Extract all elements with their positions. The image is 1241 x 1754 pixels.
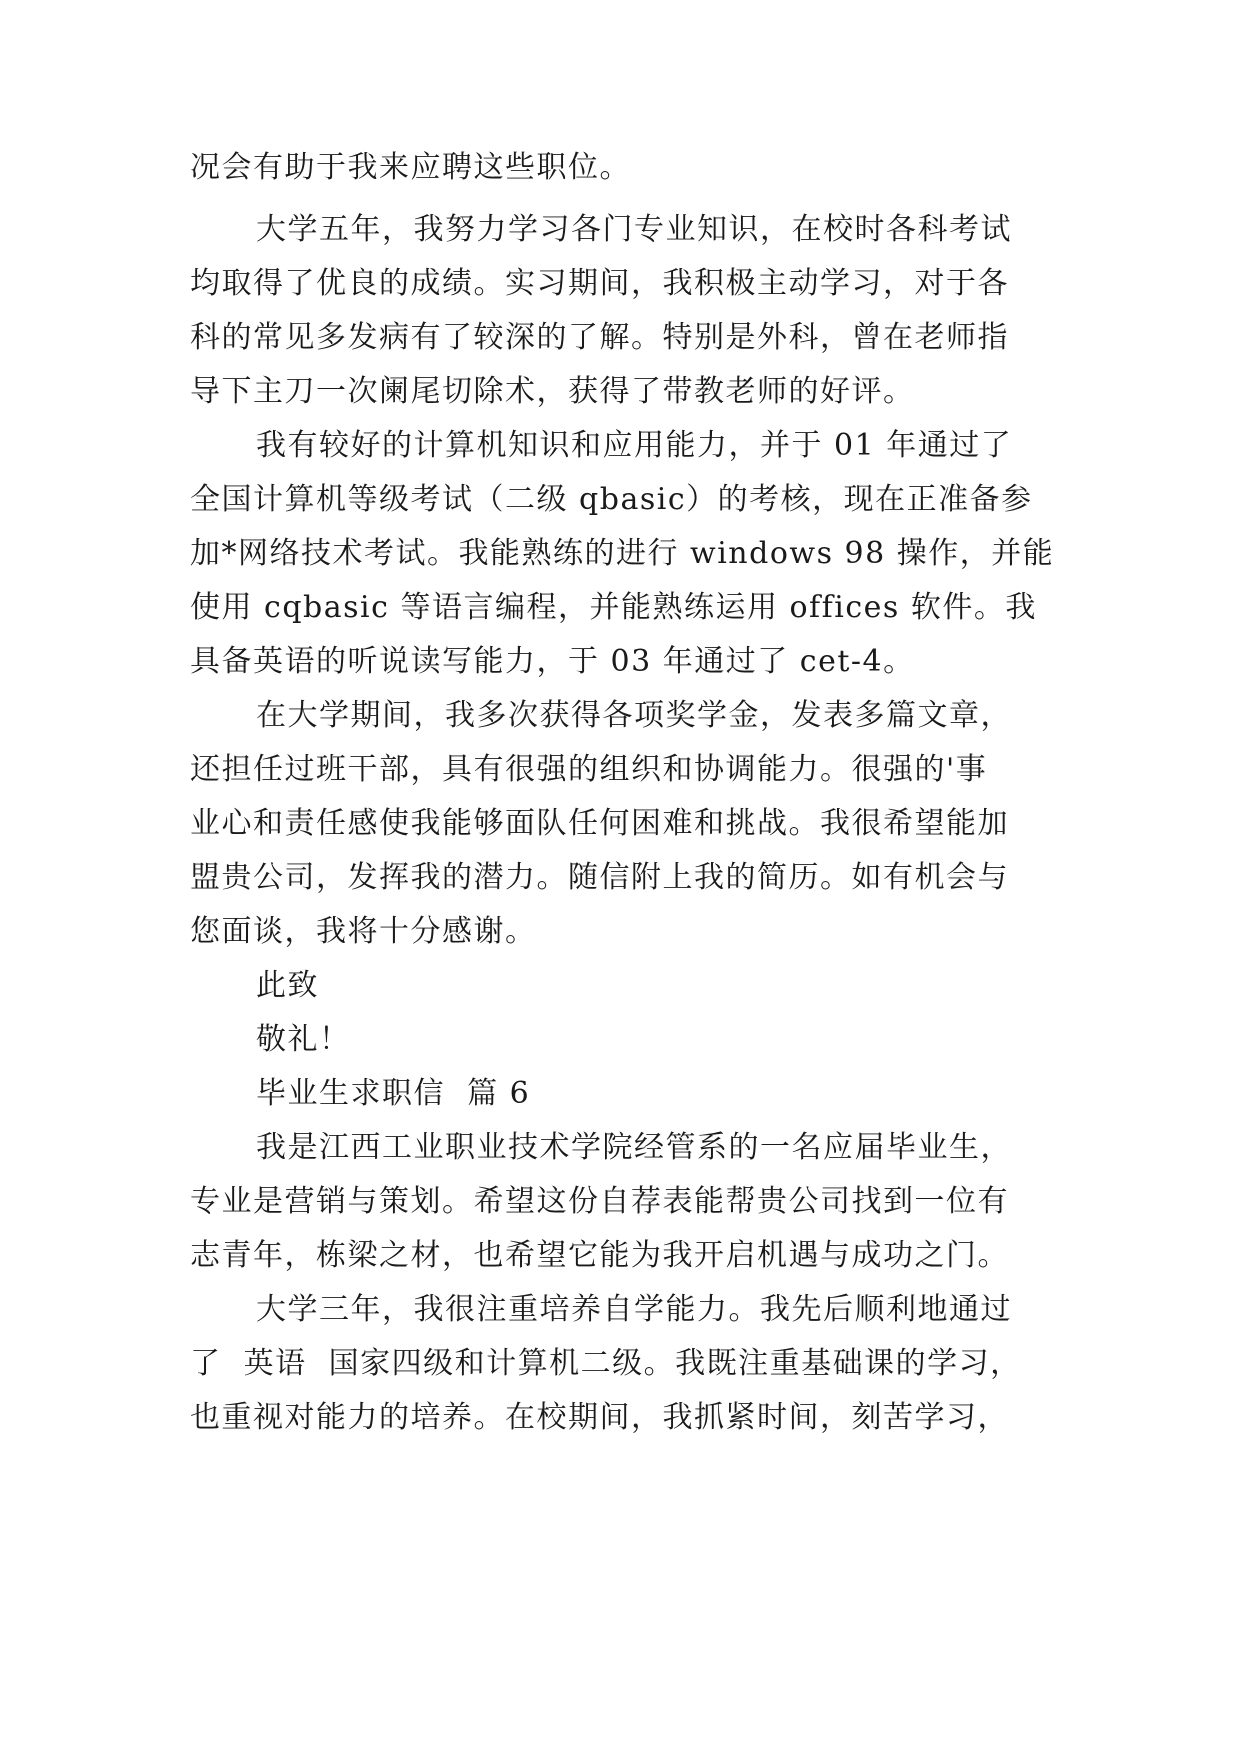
text-line: 志青年，栋梁之材，也希望它能为我开启机遇与成功之门。 <box>190 1238 1009 1273</box>
text-line: 我是江西工业职业技术学院经管系的一名应届毕业生， <box>256 1130 1012 1165</box>
text-line: 我有较好的计算机知识和应用能力，并于 01 年通过了 <box>256 428 1013 463</box>
text-line: 专业是营销与策划。希望这份自荐表能帮贵公司找到一位有 <box>190 1184 1009 1219</box>
text-line: 在大学期间，我多次获得各项奖学金，发表多篇文章， <box>256 698 1012 733</box>
text-line: 大学三年，我很注重培养自学能力。我先后顺利地通过 <box>256 1292 1012 1327</box>
text-line: 使用 cqbasic 等语言编程，并能熟练运用 offices 软件。我 <box>190 590 1037 625</box>
text-line: 导下主刀一次阑尾切除术，获得了带教老师的好评。 <box>190 374 915 409</box>
salutation-line: 此致 <box>256 968 319 1003</box>
section-heading: 毕业生求职信 篇 6 <box>256 1076 531 1111</box>
text-line: 全国计算机等级考试（二级 qbasic）的考核，现在正准备参 <box>190 482 1033 517</box>
text-line: 均取得了优良的成绩。实习期间，我积极主动学习，对于各 <box>190 266 1009 301</box>
text-line: 您面谈，我将十分感谢。 <box>190 914 537 949</box>
salutation-line: 敬礼！ <box>256 1022 351 1057</box>
text-line: 业心和责任感使我能够面队任何困难和挑战。我很希望能加 <box>190 806 1009 841</box>
text-line: 还担任过班干部，具有很强的组织和协调能力。很强的'事 <box>190 752 988 787</box>
text-line: 具备英语的听说读写能力，于 03 年通过了 cet-4。 <box>190 644 915 679</box>
text-line: 况会有助于我来应聘这些职位。 <box>190 150 631 185</box>
text-line: 也重视对能力的培养。在校期间，我抓紧时间，刻苦学习， <box>190 1400 1009 1435</box>
text-line: 加*网络技术考试。我能熟练的进行 windows 98 操作，并能 <box>190 536 1055 571</box>
text-line: 盟贵公司，发挥我的潜力。随信附上我的简历。如有机会与 <box>190 860 1009 895</box>
text-line: 大学五年，我努力学习各门专业知识，在校时各科考试 <box>256 212 1012 247</box>
text-line: 科的常见多发病有了较深的了解。特别是外科，曾在老师指 <box>190 320 1009 355</box>
text-line: 了 英语 国家四级和计算机二级。我既注重基础课的学习， <box>190 1346 1022 1381</box>
